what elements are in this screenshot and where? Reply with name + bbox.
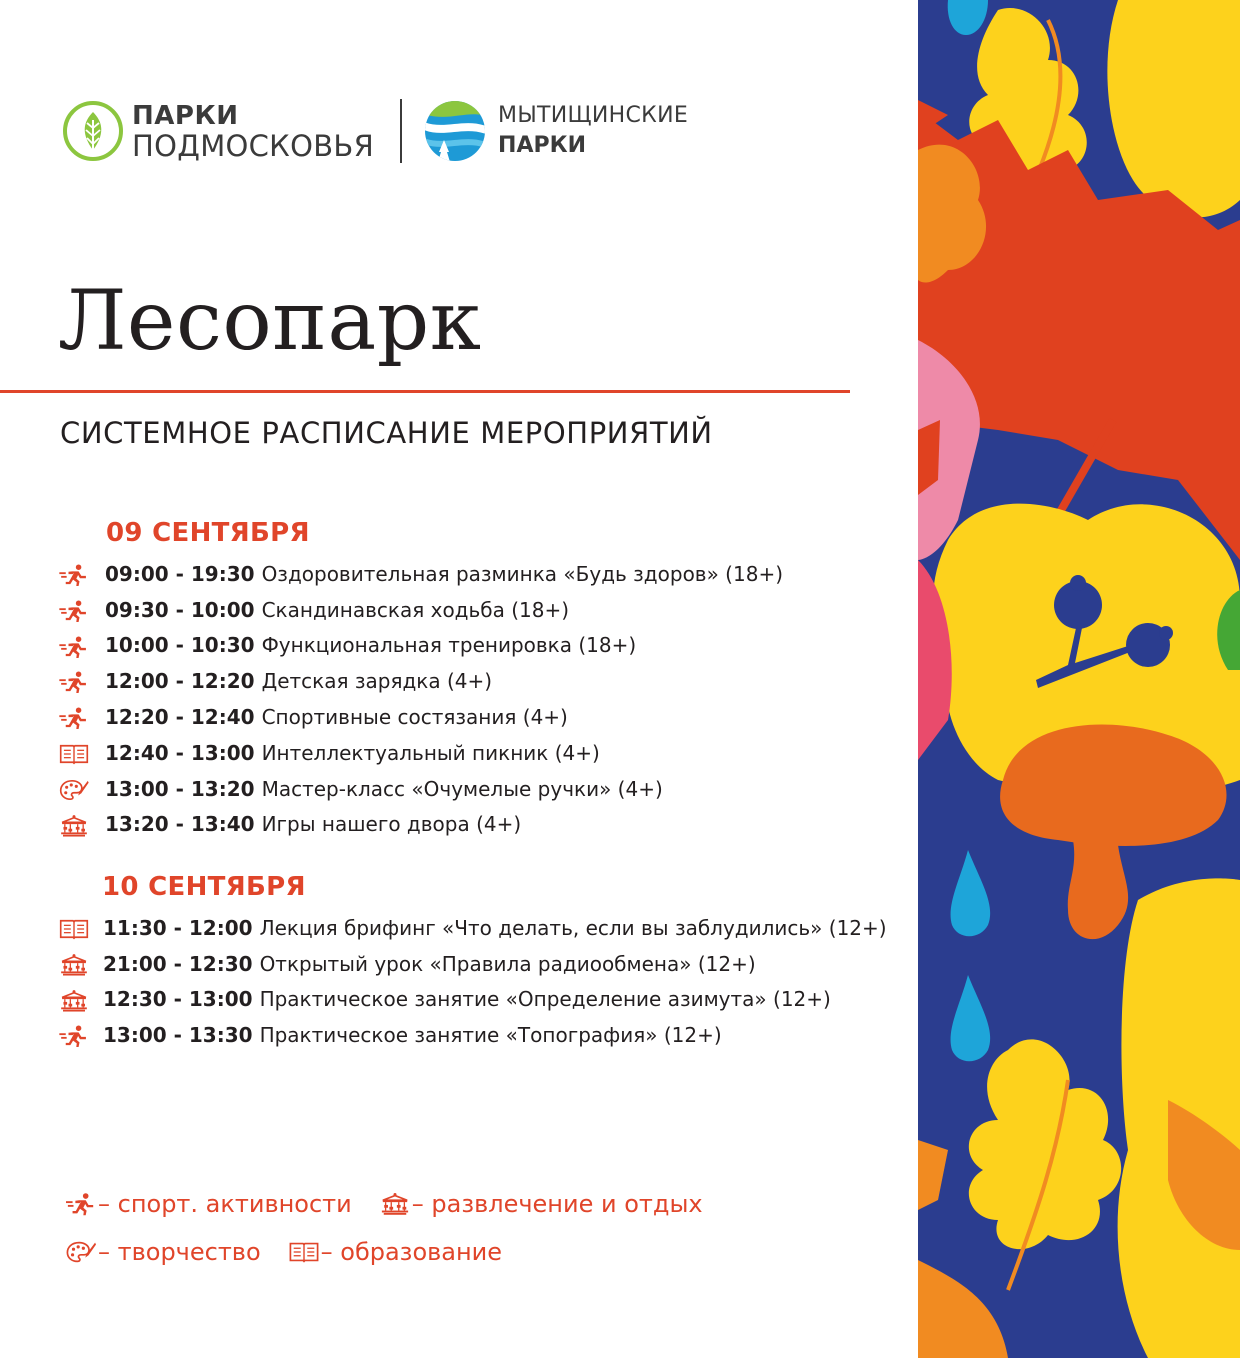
event-time: 21:00 - 12:30 <box>103 951 253 976</box>
schedule-row <box>58 946 878 982</box>
parks-podmoskovya-wordmark <box>132 101 374 161</box>
legend-row-1 <box>66 1190 703 1218</box>
sport-icon <box>58 636 90 658</box>
logo1-line1: ПАРКИ <box>132 101 239 131</box>
sport-icon <box>58 671 90 693</box>
event-time: 13:00 - 13:20 <box>105 776 255 801</box>
title-divider <box>0 390 850 393</box>
mytishchi-parks-wordmark <box>498 101 688 161</box>
event-time: 09:00 - 19:30 <box>105 561 255 586</box>
event-time: 12:00 - 12:20 <box>105 669 255 694</box>
schedule-row <box>58 910 887 946</box>
event-name: Интеллектуальный пикник (4+) <box>261 740 600 765</box>
event-time: 11:30 - 12:00 <box>103 915 253 940</box>
event-name: Открытый урок «Правила радиообмена» (12+) <box>259 951 756 976</box>
book-icon <box>58 918 90 940</box>
event-time: 12:20 - 12:40 <box>105 705 255 730</box>
carousel-icon <box>58 954 90 976</box>
event-time: 12:40 - 13:00 <box>105 740 255 765</box>
logo-bar <box>62 95 688 167</box>
autumn-leaves-illustration <box>918 0 1240 1358</box>
sport-icon <box>58 1025 90 1047</box>
schedule-row <box>58 735 878 771</box>
event-time: 13:00 - 13:30 <box>103 1023 253 1048</box>
carousel-icon <box>380 1191 410 1217</box>
event-name: Спортивные состязания (4+) <box>261 705 568 730</box>
event-time: 09:30 - 10:00 <box>105 597 255 622</box>
day-section-2 <box>58 872 887 1053</box>
palette-icon <box>58 779 90 801</box>
book-icon <box>58 743 90 765</box>
carousel-icon <box>58 990 90 1012</box>
event-name: Лекция брифинг «Что делать, если вы заблудились» (12+) <box>259 915 887 940</box>
logo2-line2: ПАРКИ <box>498 133 587 158</box>
day-title: 10 СЕНТЯБРЯ <box>102 872 306 902</box>
schedule-row <box>58 982 878 1018</box>
schedule-row <box>58 699 878 735</box>
sport-icon <box>58 707 90 729</box>
schedule-row <box>58 771 878 807</box>
book-icon <box>289 1239 319 1265</box>
event-name: Скандинавская ходьба (18+) <box>261 597 570 622</box>
legend-education: – образование <box>320 1238 503 1266</box>
schedule-row <box>58 663 878 699</box>
event-name: Функциональная тренировка (18+) <box>261 633 637 658</box>
palette-icon <box>66 1239 96 1265</box>
logo-divider <box>400 99 402 163</box>
carousel-icon <box>58 815 90 837</box>
event-name: Мастер-класс «Очумелые ручки» (4+) <box>261 776 663 801</box>
event-name: Оздоровительная разминка «Будь здоров» (18+) <box>261 561 783 586</box>
event-time: 10:00 - 10:30 <box>105 633 255 658</box>
event-name: Практическое занятие «Определение азимута» (12+) <box>259 987 831 1012</box>
sport-icon <box>66 1191 96 1217</box>
parks-podmoskovya-leaf-icon <box>62 100 124 162</box>
schedule-row <box>58 556 878 592</box>
sport-icon <box>58 600 90 622</box>
legend-row-2 <box>66 1238 502 1266</box>
schedule-row <box>58 807 878 843</box>
event-name: Практическое занятие «Топография» (12+) <box>259 1023 722 1048</box>
event-time: 12:30 - 13:00 <box>103 987 253 1012</box>
logo1-line2: ПОДМОСКОВЬЯ <box>132 129 375 163</box>
schedule-subtitle: СИСТЕМНОЕ РАСПИСАНИЕ МЕРОПРИЯТИЙ <box>60 416 713 450</box>
legend-creative: – творчество <box>98 1238 261 1266</box>
schedule-row <box>58 592 878 628</box>
logo2-line1: МЫТИЩИНСКИЕ <box>498 103 689 128</box>
schedule-row <box>58 628 878 664</box>
event-time: 13:20 - 13:40 <box>105 812 255 837</box>
day-section-1 <box>58 518 878 842</box>
day-title: 09 СЕНТЯБРЯ <box>106 518 310 548</box>
sport-icon <box>58 564 90 586</box>
mytishchi-parks-logo-icon <box>424 100 486 162</box>
schedule-row <box>58 1017 878 1053</box>
legend-sport: – спорт. активности <box>98 1190 352 1218</box>
park-name: Лесопарк <box>58 274 482 369</box>
legend-fun: – развлечение и отдых <box>411 1190 703 1218</box>
event-name: Детская зарядка (4+) <box>261 669 493 694</box>
event-name: Игры нашего двора (4+) <box>261 812 522 837</box>
